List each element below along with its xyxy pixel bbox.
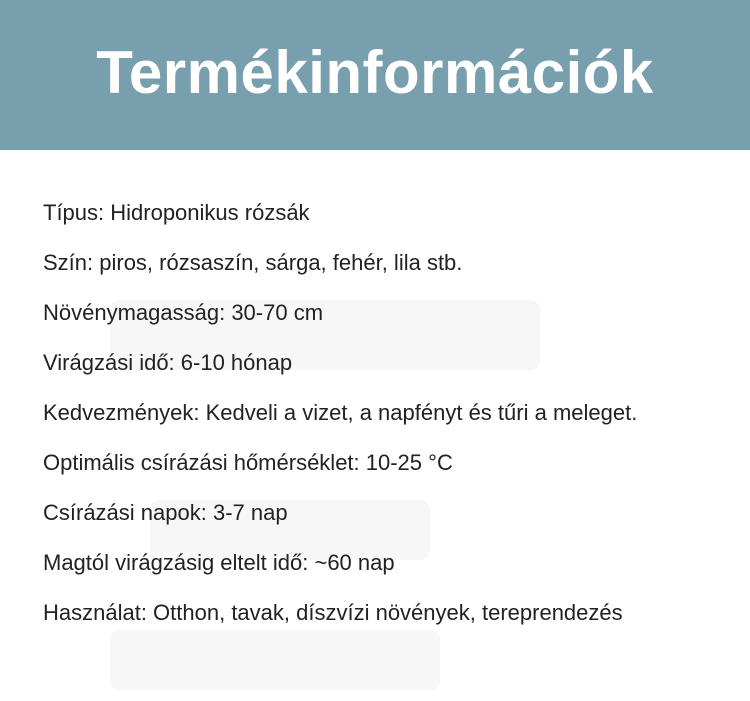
info-item-usage: Használat: Otthon, tavak, díszvízi növények, tereprendezés [43, 600, 623, 625]
header-banner [0, 0, 750, 150]
info-item-type: Típus: Hidroponikus rózsák [43, 200, 310, 225]
info-item-preferences: Kedvezmények: Kedveli a vizet, a napfényt és tűri a meleget. [43, 400, 638, 425]
info-item-germination-temperature: Optimális csírázási hőmérséklet: 10-25 °C [43, 450, 453, 475]
info-item-color: Szín: piros, rózsaszín, sárga, fehér, lila stb. [43, 250, 463, 275]
info-item-flowering-time: Virágzási idő: 6-10 hónap [43, 350, 293, 375]
product-info-list [43, 190, 637, 640]
page-title: Termékinformációk [96, 39, 654, 106]
info-item-plant-height: Növénymagasság: 30-70 cm [43, 300, 324, 325]
info-item-seed-to-bloom: Magtól virágzásig eltelt idő: ~60 nap [43, 550, 395, 575]
info-item-germination-days: Csírázási napok: 3-7 nap [43, 500, 288, 525]
